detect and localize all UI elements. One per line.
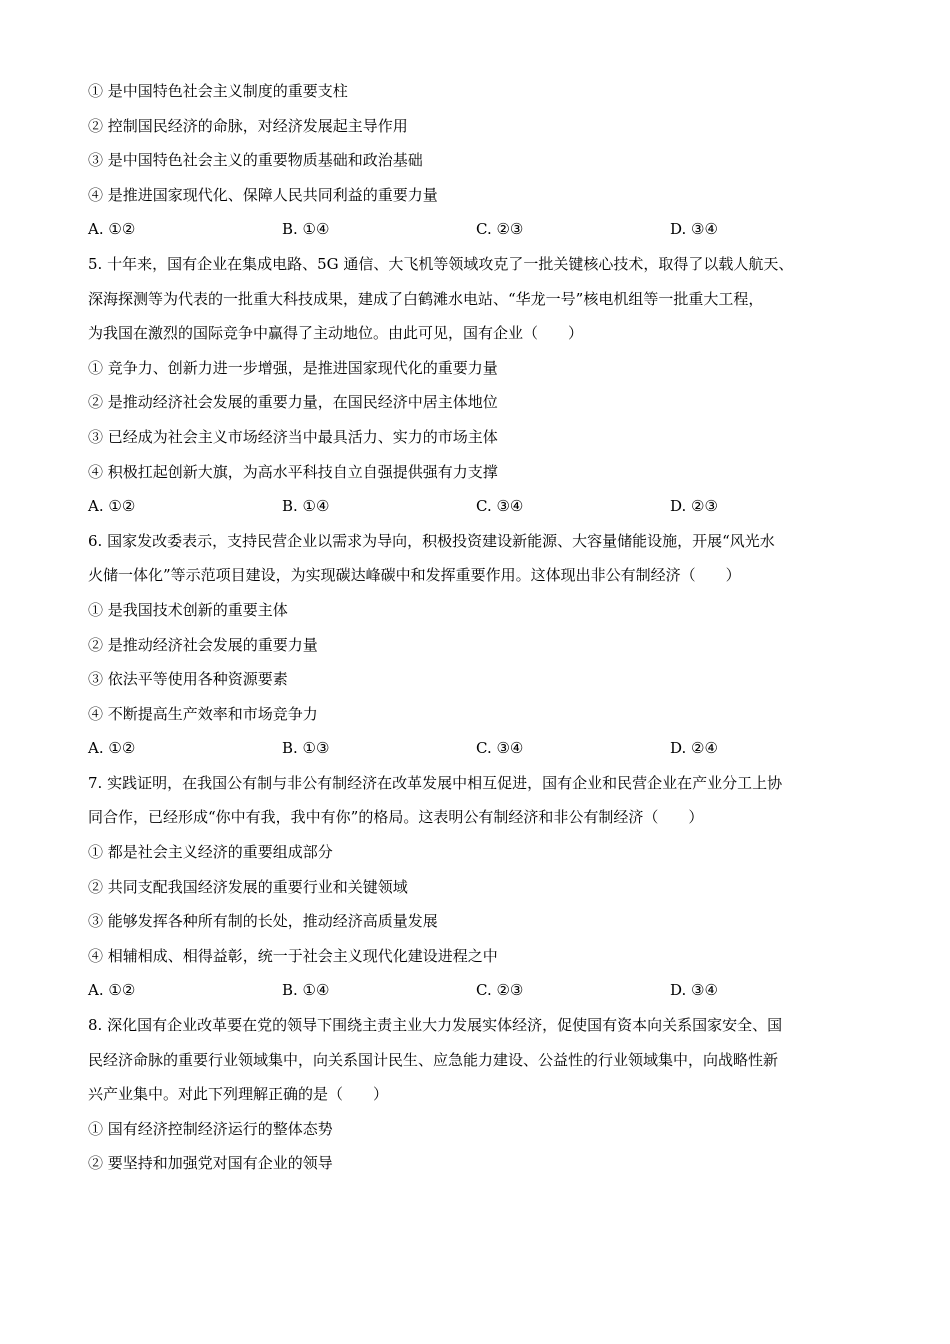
q6-option-2: ② 是推动经济社会发展的重要力量 bbox=[88, 635, 318, 654]
q8-option-1: ① 国有经济控制经济运行的整体态势 bbox=[88, 1119, 333, 1138]
q5-choice-d: D. ②③ bbox=[670, 497, 718, 516]
document-page bbox=[88, 74, 868, 1181]
q7-stem-line-2: 同合作，已经形成“你中有我，我中有你”的格局。这表明公有制经济和非公有制经济（ ） bbox=[88, 808, 704, 827]
q5-option-4: ④ 积极扛起创新大旗，为高水平科技自立自强提供强有力支撑 bbox=[88, 462, 498, 481]
question-5-options bbox=[88, 351, 868, 489]
q6-choice-b: B. ①③ bbox=[282, 739, 330, 758]
q5-option-2: ② 是推动经济社会发展的重要力量，在国民经济中居主体地位 bbox=[88, 393, 498, 412]
q8-stem-line-2: 民经济命脉的重要行业领域集中，向关系国计民生、应急能力建设、公益性的行业领域集中，向战略性新 bbox=[88, 1050, 779, 1069]
q4-option-4: ④ 是推进国家现代化、保障人民共同利益的重要力量 bbox=[88, 185, 438, 204]
q4-option-1: ① 是中国特色社会主义制度的重要支柱 bbox=[88, 82, 348, 100]
question-7-stem bbox=[88, 766, 868, 835]
q7-choice-b: B. ①④ bbox=[282, 981, 330, 1000]
q4-choice-a: A. ①② bbox=[88, 220, 136, 239]
question-8-stem bbox=[88, 1008, 868, 1112]
question-8-options bbox=[88, 1112, 868, 1181]
q5-stem-line-3: 为我国在激烈的国际竞争中赢得了主动地位。由此可见，国有企业（ ） bbox=[88, 324, 584, 343]
q7-option-2: ② 共同支配我国经济发展的重要行业和关键领域 bbox=[88, 877, 408, 896]
q5-option-1: ① 竞争力、创新力进一步增强，是推进国家现代化的重要力量 bbox=[88, 358, 498, 377]
question-4-options bbox=[88, 74, 868, 212]
q6-stem-line-2: 火储一体化”等示范项目建设，为实现碳达峰碳中和发挥重要作用。这体现出非公有制经济（ ） bbox=[88, 566, 741, 585]
q7-option-1: ① 都是社会主义经济的重要组成部分 bbox=[88, 843, 333, 862]
q5-choice-b: B. ①④ bbox=[282, 497, 330, 516]
question-6-stem bbox=[88, 524, 868, 593]
q7-answer-choices bbox=[88, 973, 868, 1008]
q8-option-2: ② 要坚持和加强党对国有企业的领导 bbox=[88, 1154, 333, 1173]
q4-option-3: ③ 是中国特色社会主义的重要物质基础和政治基础 bbox=[88, 151, 423, 170]
q7-choice-c: C. ②③ bbox=[476, 981, 524, 1000]
q7-choice-d: D. ③④ bbox=[670, 981, 718, 1000]
q5-answer-choices bbox=[88, 489, 868, 524]
q6-answer-choices bbox=[88, 731, 868, 766]
q6-option-4: ④ 不断提高生产效率和市场竞争力 bbox=[88, 704, 318, 723]
q7-option-3: ③ 能够发挥各种所有制的长处，推动经济高质量发展 bbox=[88, 912, 438, 931]
q7-stem-line-1: 7. 实践证明，在我国公有制与非公有制经济在改革发展中相互促进，国有企业和民营企业在产业分工上协 bbox=[88, 773, 783, 792]
question-7-options bbox=[88, 835, 868, 973]
q5-stem-line-1: 5. 十年来，国有企业在集成电路、5G 通信、大飞机等领域攻克了一批关键核心技术，取得了以载人航天、 bbox=[88, 254, 794, 273]
q6-option-1: ① 是我国技术创新的重要主体 bbox=[88, 600, 288, 619]
q7-choice-a: A. ①② bbox=[88, 981, 136, 1000]
q7-option-4: ④ 相辅相成、相得益彰，统一于社会主义现代化建设进程之中 bbox=[88, 946, 498, 965]
q5-choice-c: C. ③④ bbox=[476, 497, 524, 516]
q5-stem-line-2: 深海探测等为代表的一批重大科技成果，建成了白鹤滩水电站、“华龙一号”核电机组等一批重大工程， bbox=[88, 289, 764, 308]
q5-choice-a: A. ①② bbox=[88, 497, 136, 516]
q6-option-3: ③ 依法平等使用各种资源要素 bbox=[88, 670, 288, 689]
q4-choice-b: B. ①④ bbox=[282, 220, 330, 239]
q8-stem-line-1: 8. 深化国有企业改革要在党的领导下围绕主责主业大力发展实体经济，促使国有资本向关系国家安全、国 bbox=[88, 1016, 783, 1035]
q4-choice-d: D. ③④ bbox=[670, 220, 718, 239]
question-5-stem bbox=[88, 247, 868, 351]
q4-choice-c: C. ②③ bbox=[476, 220, 524, 239]
q6-choice-c: C. ③④ bbox=[476, 739, 524, 758]
q8-stem-line-3: 兴产业集中。对此下列理解正确的是（ ） bbox=[88, 1085, 389, 1104]
q4-option-2: ② 控制国民经济的命脉，对经济发展起主导作用 bbox=[88, 116, 408, 135]
question-6-options bbox=[88, 593, 868, 731]
q6-choice-a: A. ①② bbox=[88, 739, 136, 758]
q5-option-3: ③ 已经成为社会主义市场经济当中最具活力、实力的市场主体 bbox=[88, 427, 498, 446]
q4-answer-choices bbox=[88, 212, 868, 247]
q6-choice-d: D. ②④ bbox=[670, 739, 718, 758]
q6-stem-line-1: 6. 国家发改委表示，支持民营企业以需求为导向，积极投资建设新能源、大容量储能设施，开展“风光水 bbox=[88, 531, 775, 550]
